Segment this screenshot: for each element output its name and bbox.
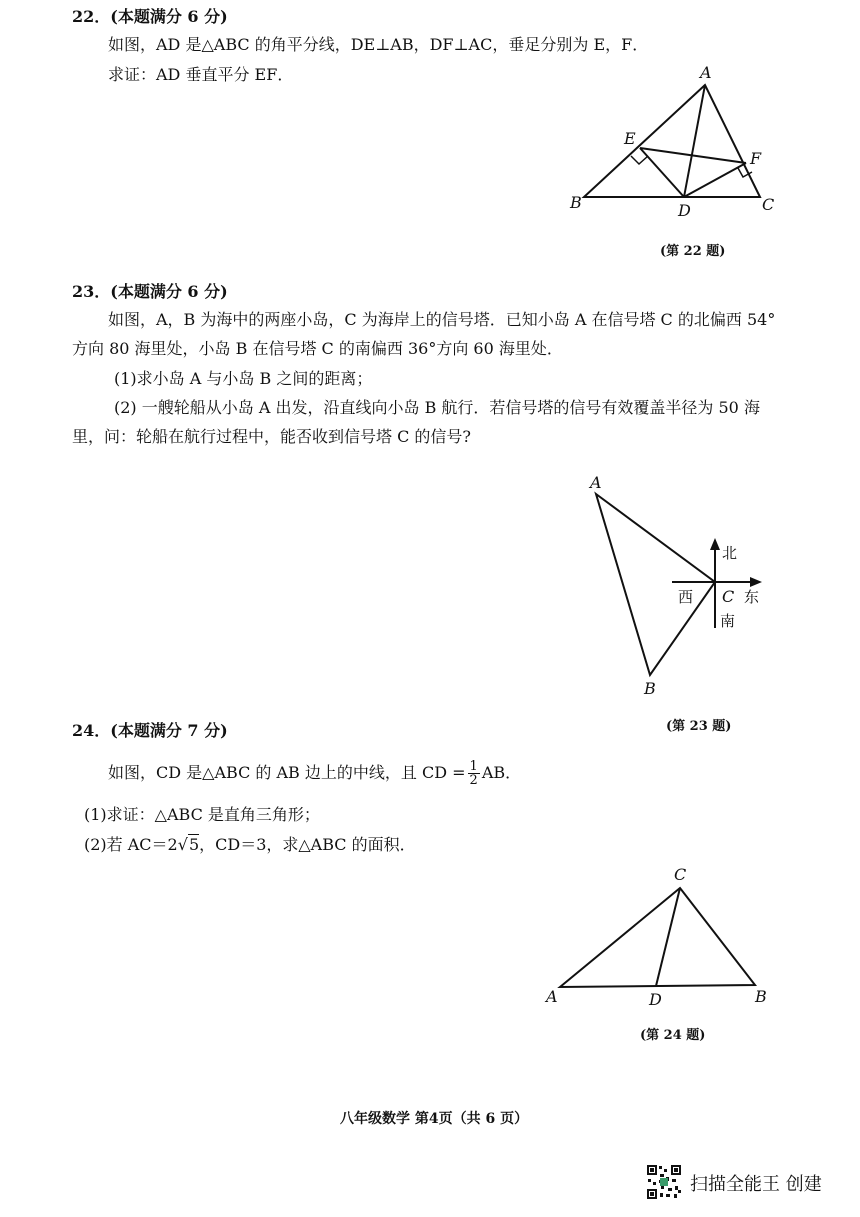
q23-part1: (1)求小岛 A 与小岛 B 之间的距离； xyxy=(114,369,373,388)
q22-label-C: C xyxy=(762,195,775,214)
q22-statement: 如图，AD 是△ABC 的角平分线，DE⊥AB，DF⊥AC，垂足分别为 E，F． xyxy=(108,35,649,54)
q23-figure xyxy=(580,470,780,700)
q24-statement xyxy=(108,760,521,787)
q24-part1: (1)求证：△ABC 是直角三角形； xyxy=(84,805,320,824)
q23-label-west: 西 xyxy=(678,588,694,606)
q22-label-A: A xyxy=(700,63,712,82)
q23-heading: 23．(本题满分 6 分) xyxy=(72,282,228,301)
q24-label-A: A xyxy=(546,987,558,1006)
q24-part2: (2)若 AC＝2√5，CD＝3，求△ABC 的面积． xyxy=(84,835,416,854)
q22-label-B: B xyxy=(570,193,582,212)
q23-label-east: 东 xyxy=(744,588,760,606)
q22-label-D: D xyxy=(678,201,691,220)
q23-line2: 方向 80 海里处，小岛 B 在信号塔 C 的南偏西 36°方向 60 海里处． xyxy=(72,339,563,358)
q24-statement-tail: AB． xyxy=(481,763,522,782)
q24-label-B: B xyxy=(755,987,767,1006)
q22-label-E: E xyxy=(624,129,636,148)
q23-label-C: C xyxy=(722,587,735,606)
q24-sqrt-value: 5 xyxy=(188,835,200,854)
qr-code-icon xyxy=(646,1164,682,1200)
q24-fraction-numerator: 1 xyxy=(469,759,478,774)
q24-fraction xyxy=(468,760,480,787)
q22-prove: 求证：AD 垂直平分 EF． xyxy=(108,65,294,84)
q24-fraction-denominator: 2 xyxy=(469,773,478,788)
q24-heading: 24．(本题满分 7 分) xyxy=(72,721,228,740)
q22-heading: 22．(本题满分 6 分) xyxy=(72,7,228,26)
q24-statement-text: 如图，CD 是△ABC 的 AB 边上的中线，且 CD = xyxy=(108,763,466,782)
q23-label-south: 南 xyxy=(720,612,736,630)
q22-figure xyxy=(560,60,790,220)
q23-label-north: 北 xyxy=(722,544,738,562)
q24-figure xyxy=(540,860,780,1010)
page-footer: 八年级数学 第4页（共 6 页） xyxy=(340,1111,529,1127)
q23-label-B: B xyxy=(644,679,656,698)
q24-label-C: C xyxy=(674,865,687,884)
q23-label-A: A xyxy=(590,473,602,492)
q24-part2-text: (2)若 AC＝2 xyxy=(84,835,178,854)
q22-label-F: F xyxy=(750,149,762,168)
q23-line1: 如图，A，B 为海中的两座小岛，C 为海岸上的信号塔．已知小岛 A 在信号塔 C 的北偏西 54° xyxy=(108,310,776,329)
q23-caption: (第 23 题) xyxy=(666,719,732,734)
q23-line5: 里，问：轮船在航行过程中，能否收到信号塔 C 的信号? xyxy=(72,427,471,446)
q24-caption: (第 24 题) xyxy=(640,1028,706,1043)
q22-caption: (第 22 题) xyxy=(660,244,726,259)
q24-label-D: D xyxy=(649,990,662,1009)
scanner-watermark: 扫描全能王 创建 xyxy=(690,1174,822,1195)
q24-part2-tail: ，CD＝3，求△ABC 的面积． xyxy=(199,835,416,854)
q23-part2: (2) 一艘轮船从小岛 A 出发，沿直线向小岛 B 航行．若信号塔的信号有效覆盖半径为 50 海 xyxy=(114,398,760,417)
